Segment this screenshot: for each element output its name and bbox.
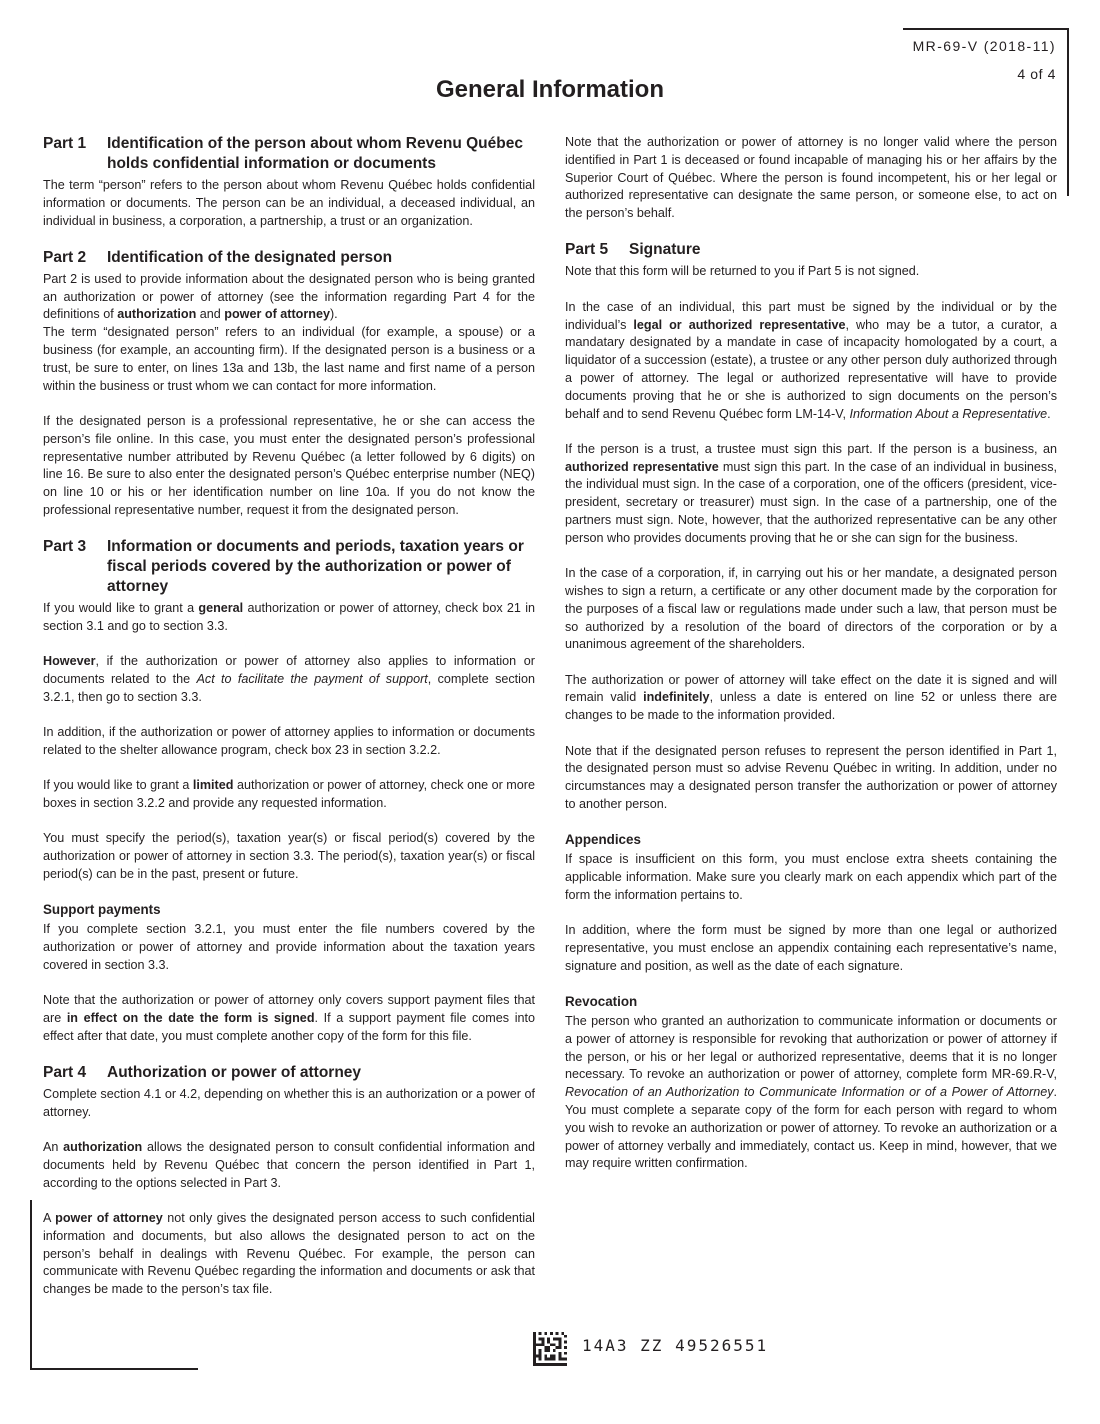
- part2-heading: [43, 248, 535, 268]
- part5-title: Signature: [629, 241, 701, 259]
- part5-paragraph-2: In the case of an individual, this part must be signed by the individual or by the individual’s legal or authorized representative, who may be a tutor, a curator, a mandatary designated by a mandate in case of incapacity homologated by a court, a liquidator of a succession (estate), a trustee or any other person duly authorized through a power of attorney. The legal or authorized representative will have to provide documents proving that he or she is authorized to sign documents on the person’s behalf and to send Revenu Québec form LM-14-V, Information About a Representative.: [565, 299, 1058, 421]
- part1-heading: [43, 134, 535, 174]
- part3-paragraph-6: If you complete section 3.2.1, you must enter the file numbers covered by the authorization or power of attorney and provide information about the taxation years covered in section 3.3.: [43, 922, 535, 972]
- part4-paragraph-2: An authorization allows the designated person to consult confidential information and documents held by Revenu Québec that concern the person identified in Part 1, according to the options selected in Part 3.: [43, 1140, 535, 1190]
- part5-heading: [565, 240, 1057, 260]
- left-column: [43, 134, 535, 1317]
- part2-paragraph-3: If the designated person is a professional representative, he or she can access the person’s file online. In this case, you must enter the designated person’s professional representative number attributed by Revenu Québec (a letter followed by 6 digits) on line 16. Be sure to also enter the designated person’s Québec enterprise number (NEQ) on line 10 or his or her identification number on line 10a. If you do not know the professional representative number, request it from the designated person.: [43, 413, 535, 517]
- part4-paragraph-1: Complete section 4.1 or 4.2, depending on whether this is an authorization or a power of attorney.: [43, 1087, 535, 1119]
- appendices-paragraph-1: If space is insufficient on this form, you must enclose extra sheets containing the applicable information. Make sure you clearly mark on each appendix which part of the form the information pertains to.: [565, 852, 1057, 902]
- part4-paragraph-3: A power of attorney not only gives the designated person access to such confidential information and documents, but also allows the designated person to act on the person’s behalf in dealings with Revenu Québec. For example, the person can communicate with Revenu Québec regarding the information and documents or ask that changes be made to the person’s tax file.: [43, 1211, 535, 1297]
- part4-paragraph-4: Note that the authorization or power of attorney is no longer valid where the person identified in Part 1 is deceased or found incapable of managing his or her affairs by the Superior Court of Québec. Where the person is found incompetent, his or her legal or authorized representative can designate the same person, or someone else, to act on the person’s behalf.: [565, 135, 1057, 221]
- form-code: MR-69-V (2018-11): [912, 38, 1056, 54]
- part3-paragraph-2: However, if the authorization or power of attorney also applies to information or documents related to the Act to facilitate the payment of support, complete section 3.2.1, then go to section 3.3.: [43, 654, 535, 704]
- part4-title: Authorization or power of attorney: [107, 1064, 362, 1082]
- part2-paragraph-2: The term “designated person” refers to an individual (for example, a spouse) or a business (for example, an accounting firm). If the designated person is a business or a trust, be sure to enter, on lines 13a and 13b, the last name and first name of a person within the business or trust whom we can contact for more information.: [43, 325, 535, 393]
- part5-paragraph-6: Note that if the designated person refuses to represent the person identified in Part 1, the designated person must so advise Revenu Québec in writing. In addition, under no circumstances may a designated person transfer the authorization or power of attorney to another person.: [565, 743, 1057, 811]
- revocation-paragraph: The person who granted an authorization to communicate information or documents or a power of attorney is responsible for revoking that authorization or power of attorney if the person, or his or her legal or authorized representative, deems that it is no longer necessary. To revoke an authorization or power of attorney, complete form MR-69.R-V, Revocation of an Authorization to Communicate Information or of a Power of Attorney. You must complete a separate copy of the form for each person with regard to whom you wish to revoke an authorization or power of attorney. To revoke an authorization or a power of attorney verbally and immediately, contact us. Keep in mind, however, that we may require written confirmation.: [565, 1013, 1057, 1171]
- revocation-heading: Revocation: [565, 993, 638, 1009]
- part2-paragraph-1: Part 2 is used to provide information about the designated person who is being granted an authorization or power of attorney (see the information regarding Part 4 for the definitions of authorization and power of attorney).: [43, 271, 535, 322]
- part3-paragraph-1: If you would like to grant a general authorization or power of attorney, check box 21 in section 3.1 and go to section 3.3.: [43, 601, 536, 634]
- part5-paragraph-1: Note that this form will be returned to you if Part 5 is not signed.: [565, 264, 920, 279]
- part1-title: Identification of the person about whom Revenu Québec holds confidential information or documents: [107, 135, 523, 172]
- part4-heading: [43, 1063, 535, 1083]
- part3-paragraph-3: In addition, if the authorization or power of attorney applies to information or documents related to the shelter allowance program, check box 23 in section 3.2.2.: [43, 725, 535, 758]
- part2-title: Identification of the designated person: [107, 248, 393, 266]
- crop-mark-top-right-horizontal: [903, 28, 1069, 30]
- part3-title: Information or documents and periods, taxation years or fiscal periods covered by the authorization or power of attorney: [107, 538, 524, 596]
- part1-paragraph: The term “person” refers to the person about whom Revenu Québec holds confidential information or documents. The person can be an individual, a deceased individual, an individual in business, a corporation, a partnership, a trust or an organization.: [43, 178, 535, 228]
- page-title: General Information: [435, 76, 665, 103]
- crop-mark-bottom-left-horizontal: [30, 1368, 198, 1370]
- part2-number: Part 2: [43, 248, 87, 266]
- support-payments-heading: Support payments: [43, 902, 161, 918]
- page-number: 4 of 4: [1017, 66, 1056, 82]
- part3-paragraph-4: If you would like to grant a limited authorization or power of attorney, check one or more boxes in section 3.2.2 and provide any requested information.: [43, 778, 535, 811]
- part3-heading: [43, 537, 535, 597]
- appendices-paragraph-2: In addition, where the form must be signed by more than one legal or authorized representative, you must enclose an appendix containing each representative’s name, signature and position, as well as the date of each signature.: [565, 923, 1057, 973]
- part3-paragraph-5: You must specify the period(s), taxation year(s) or fiscal period(s) covered by the authorization or power of attorney in section 3.3. The period(s), taxation year(s) or fiscal period(s) can be in the past, present or future.: [43, 831, 535, 882]
- part5-number: Part 5: [565, 241, 609, 259]
- part1-number: Part 1: [43, 135, 87, 152]
- part5-paragraph-5: The authorization or power of attorney will take effect on the date it is signed and will remain valid indefinitely, unless a date is entered on line 52 or unless there are changes to be made to the information provided.: [565, 672, 1057, 723]
- part4-number: Part 4: [43, 1064, 87, 1082]
- appendices-heading: Appendices: [565, 832, 641, 848]
- part5-paragraph-3: If the person is a trust, a trustee must sign this part. If the person is a business, an authorized representative must sign this part. In the case of an individual in business, the individual must sign. In the case of a corporation, one of the officers (president, vice-president, secretary or treasurer) must sign. In the case of a partnership, one of the partners must sign. Note, however, that the authorized representative can be any other person who provides documents proving that he or she can sign for the business.: [565, 441, 1057, 545]
- part3-paragraph-7: Note that the authorization or power of attorney only covers support payment files that are in effect on the date the form is signed. If a support payment file comes into effect after that date, you must complete another copy of the form for this file.: [43, 993, 535, 1043]
- crop-mark-bottom-left-vertical: [30, 1200, 32, 1370]
- barcode-number: 14A3 ZZ 49526551: [582, 1336, 769, 1355]
- part5-paragraph-4: In the case of a corporation, if, in carrying out his or her mandate, a designated person wishes to sign a return, a certificate or any other document made by the corporation for the purposes of a fiscal law or regulations made under such a law, that person must be so authorized by a resolution of the board of directors of the corporation or by a unanimous agreement of the shareholders.: [565, 566, 1057, 652]
- crop-mark-top-right-vertical: [1067, 28, 1069, 196]
- 2d-barcode-icon: [533, 1332, 567, 1366]
- right-column: [565, 134, 1057, 1191]
- part3-number: Part 3: [43, 538, 87, 556]
